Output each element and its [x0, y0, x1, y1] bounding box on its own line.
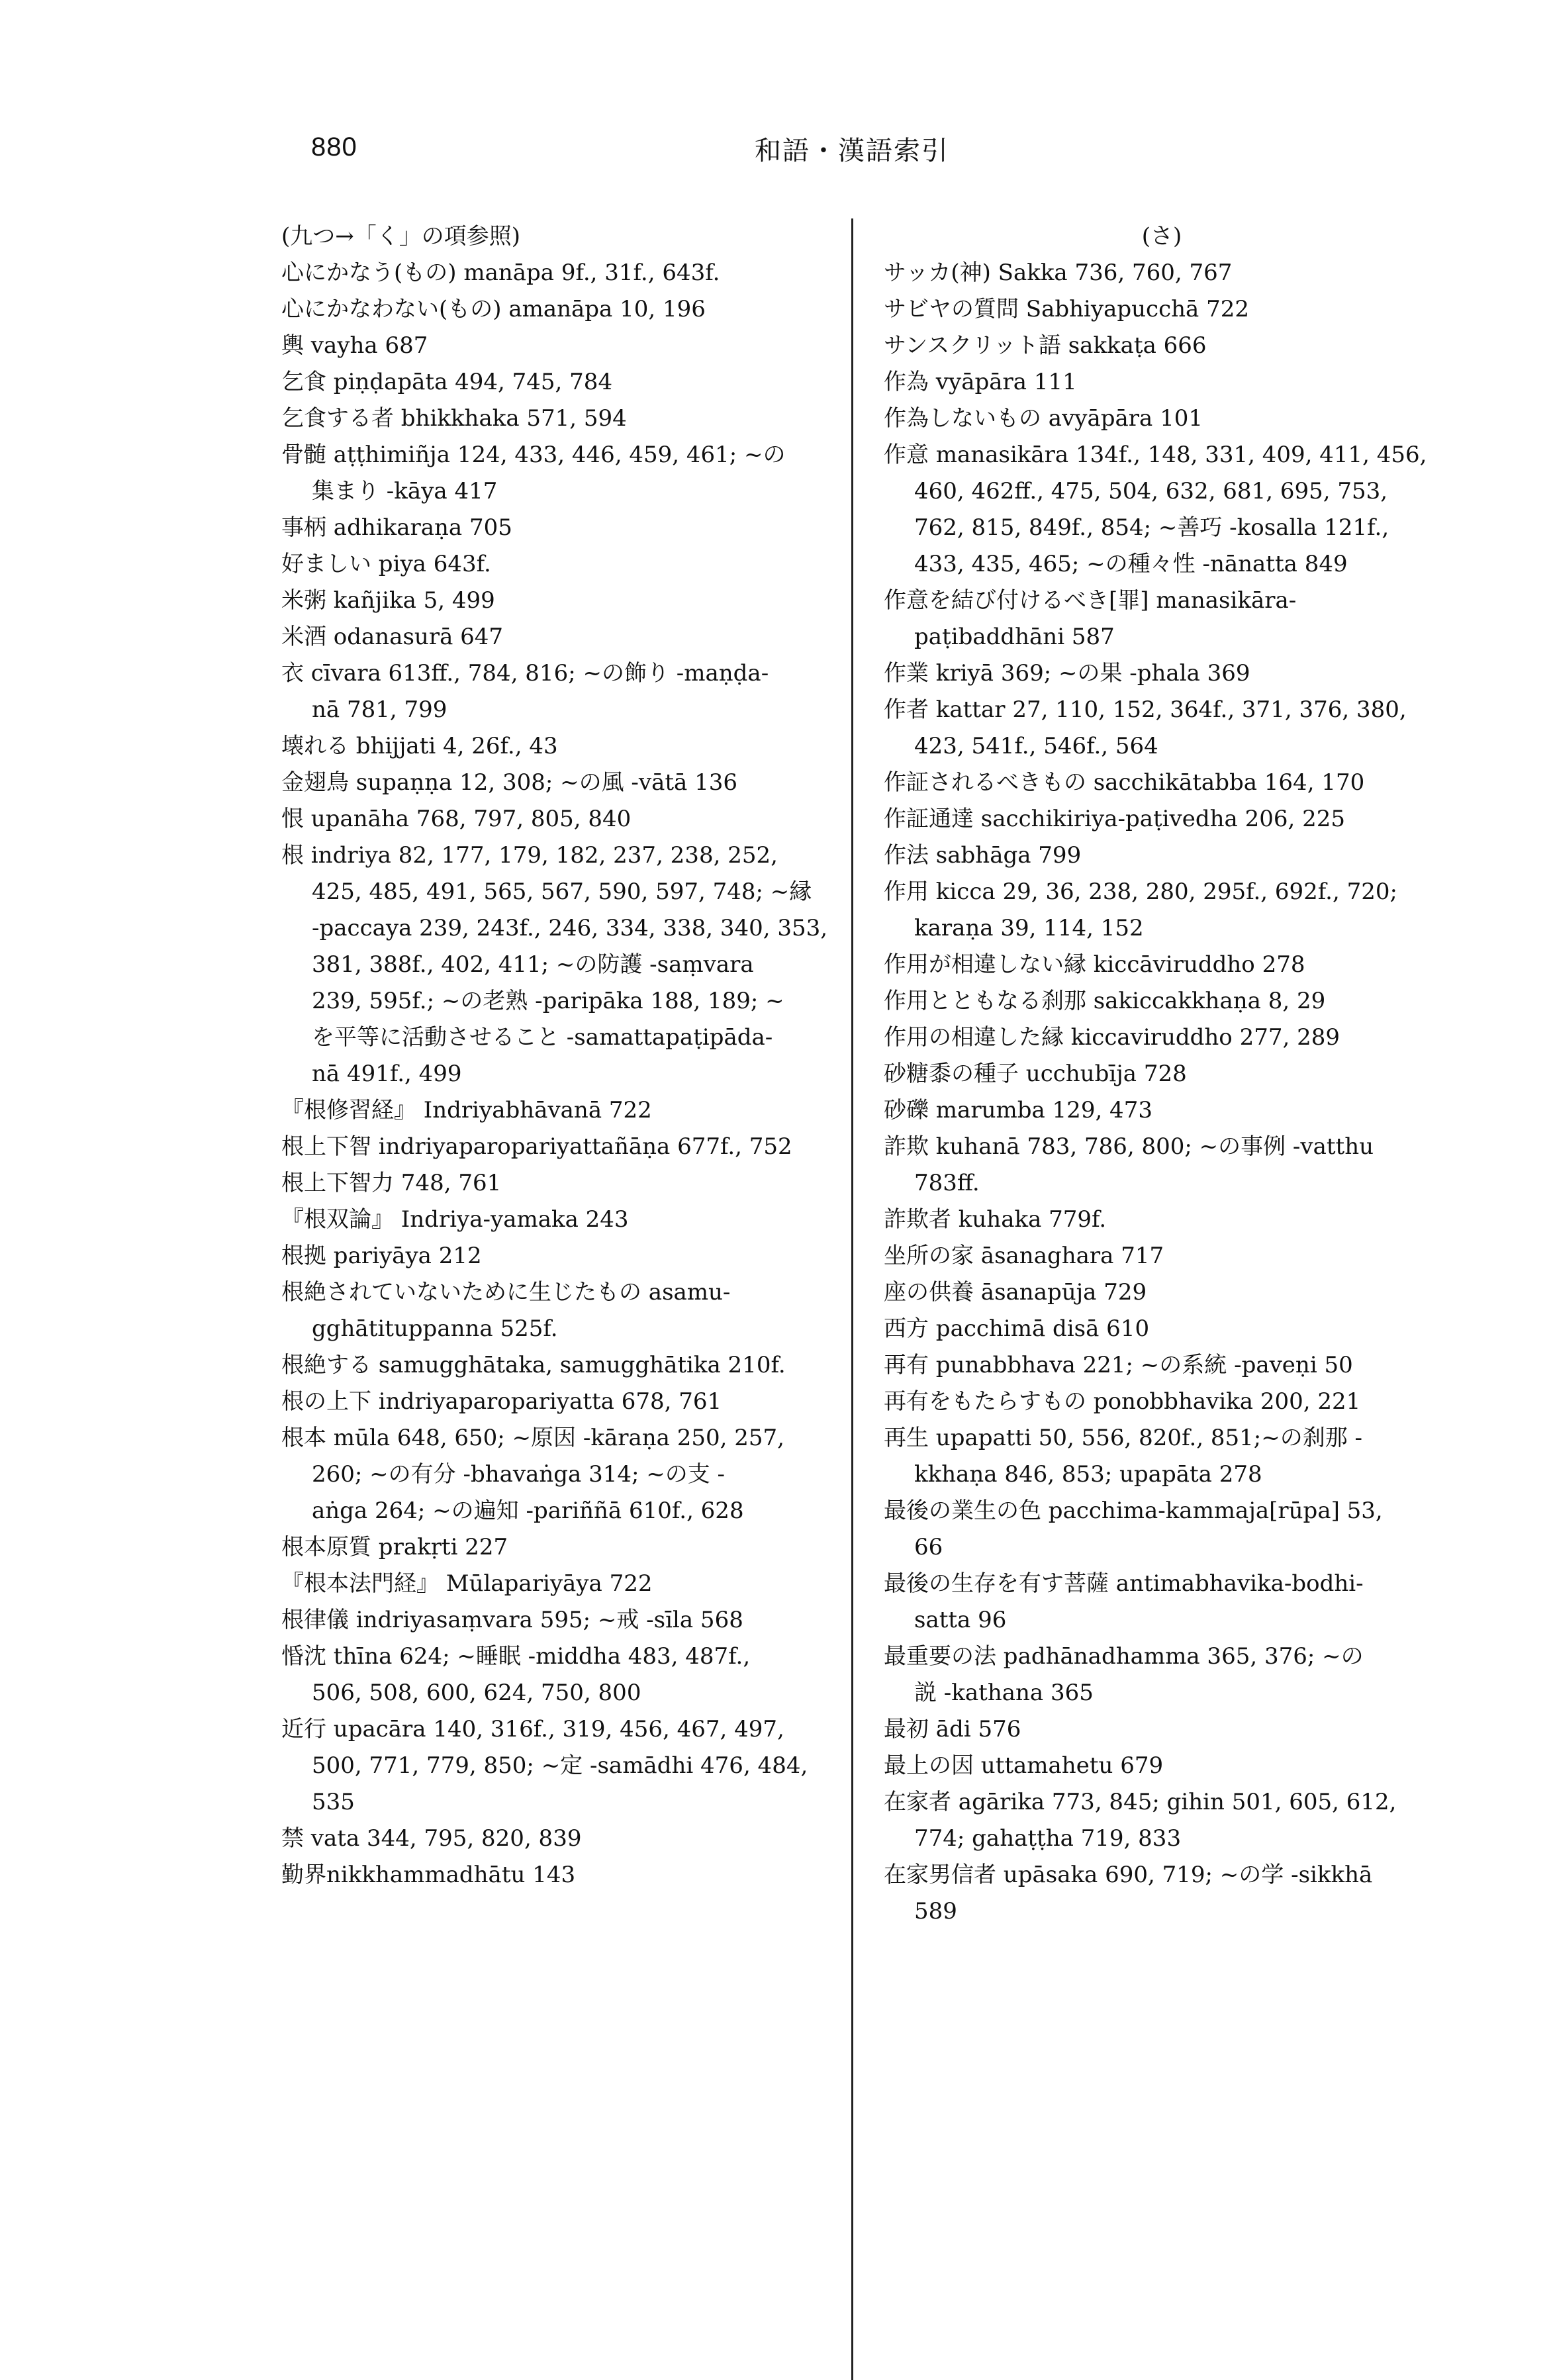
index-line-continuation: 381, 388f., 402, 411; ~の防護 -saṃvara — [312, 951, 754, 978]
index-line: 作為 vyāpāra 111 — [884, 369, 1077, 395]
index-line: 事柄 adhikaraṇa 705 — [281, 514, 512, 541]
index-line: 再生 upapatti 50, 556, 820f., 851;~の刹那 - — [884, 1425, 1362, 1451]
index-line: 作証されるべきもの sacchikātabba 164, 170 — [884, 769, 1365, 796]
index-line-continuation: 説 -kathana 365 — [914, 1680, 1094, 1706]
index-column-right — [884, 218, 1440, 1930]
index-line: 作者 kattar 27, 110, 152, 364f., 371, 376, 380, — [884, 696, 1407, 723]
index-line-continuation: nā 781, 799 — [312, 696, 447, 723]
index-line: 最後の業生の色 pacchima-kammaja[rūpa] 53, — [884, 1498, 1383, 1524]
index-line-continuation: paṭibaddhāni 587 — [914, 624, 1115, 650]
index-line: 金翅鳥 supaṇṇa 12, 308; ~の風 -vātā 136 — [281, 769, 737, 796]
index-line: (九つ→「く」の項参照) — [281, 223, 521, 250]
index-line: 根本原質 prakṛti 227 — [281, 1534, 508, 1560]
index-line: 作用の相違した縁 kiccaviruddho 277, 289 — [884, 1024, 1340, 1051]
index-line: 乞食する者 bhikkhaka 571, 594 — [281, 405, 627, 432]
index-line: 根本 mūla 648, 650; ~原因 -kāraṇa 250, 257, — [281, 1425, 784, 1451]
column-divider — [851, 218, 853, 2380]
index-line: 作用が相違しない縁 kiccāviruddho 278 — [884, 951, 1305, 978]
index-line: 最初 ādi 576 — [884, 1716, 1021, 1742]
index-line: 作意を結び付けるべき[罪] manasikāra- — [884, 587, 1297, 614]
index-line: 再有 punabbhava 221; ~の系統 -paveṇi 50 — [884, 1352, 1353, 1378]
index-line: 骨髄 aṭṭhimiñja 124, 433, 446, 459, 461; ~の — [281, 442, 786, 468]
index-column-left — [281, 218, 837, 1893]
index-line: 再有をもたらすもの ponobbhavika 200, 221 — [884, 1388, 1361, 1415]
index-line: 惛沈 thīna 624; ~睡眠 -middha 483, 487f., — [281, 1643, 751, 1670]
index-line: 『根双論』 Indriya-yamaka 243 — [281, 1206, 629, 1233]
index-line-continuation: 239, 595f.; ~の老熟 -paripāka 188, 189; ~ — [312, 988, 784, 1014]
index-line: 砂糖黍の種子 ucchubīja 728 — [884, 1061, 1187, 1087]
index-line: 作証通達 sacchikiriya-paṭivedha 206, 225 — [884, 806, 1345, 832]
index-line-continuation: を平等に活動させること -samattapaṭipāda- — [312, 1024, 773, 1051]
index-line-continuation: 774; gahaṭṭha 719, 833 — [914, 1825, 1182, 1852]
index-line: 衣 cīvara 613ff., 784, 816; ~の飾り -maṇḍa- — [281, 660, 769, 687]
index-line-continuation: 500, 771, 779, 850; ~定 -samādhi 476, 484, — [312, 1752, 808, 1779]
index-line: 坐所の家 āsanaghara 717 — [884, 1243, 1164, 1269]
running-title: 和語・漢語索引 — [755, 136, 949, 166]
index-line-continuation: 589 — [914, 1898, 957, 1925]
index-line: 根拠 pariyāya 212 — [281, 1243, 482, 1269]
index-line: 壊れる bhijjati 4, 26f., 43 — [281, 733, 558, 759]
index-line: 根絶する samugghātaka, samugghātika 210f. — [281, 1352, 786, 1378]
index-line: 近行 upacāra 140, 316f., 319, 456, 467, 497, — [281, 1716, 784, 1742]
index-line-continuation: aṅga 264; ~の遍知 -pariññā 610f., 628 — [312, 1498, 744, 1524]
index-line-continuation: gghātituppanna 525f. — [312, 1315, 558, 1342]
index-line-continuation: 433, 435, 465; ~の種々性 -nānatta 849 — [914, 551, 1348, 577]
index-line-continuation: nā 491f., 499 — [312, 1061, 462, 1087]
index-line: 詐欺者 kuhaka 779f. — [884, 1206, 1107, 1233]
index-line: 根絶されていないために生じたもの asamu- — [281, 1279, 731, 1306]
index-line: 根の上下 indriyaparopariyatta 678, 761 — [281, 1388, 722, 1415]
index-line: 米粥 kañjika 5, 499 — [281, 587, 495, 614]
index-line: 座の供養 āsanapūja 729 — [884, 1279, 1147, 1306]
index-line: 作用 kicca 29, 36, 238, 280, 295f., 692f., 720; — [884, 879, 1397, 905]
index-line: 乞食 piṇḍapāta 494, 745, 784 — [281, 369, 613, 395]
index-line-continuation: karaṇa 39, 114, 152 — [914, 915, 1144, 941]
index-line-continuation: 506, 508, 600, 624, 750, 800 — [312, 1680, 641, 1706]
index-line: サビヤの質問 Sabhiyapucchā 722 — [884, 296, 1250, 322]
index-line-continuation: -paccaya 239, 243f., 246, 334, 338, 340, 353, — [312, 915, 828, 941]
index-line: 根律儀 indriyasaṃvara 595; ~戒 -sīla 568 — [281, 1607, 743, 1633]
index-line: 作為しないもの avyāpāra 101 — [884, 405, 1203, 432]
index-line-continuation: 423, 541f., 546f., 564 — [914, 733, 1158, 759]
index-line: 最後の生存を有す菩薩 antimabhavika-bodhi- — [884, 1570, 1364, 1597]
section-heading: (さ) — [1141, 223, 1182, 250]
index-line-continuation: satta 96 — [914, 1607, 1007, 1633]
index-line: 根上下智力 748, 761 — [281, 1170, 502, 1196]
index-line-continuation: 762, 815, 849f., 854; ~善巧 -kosalla 121f., — [914, 514, 1389, 541]
index-line: サッカ(神) Sakka 736, 760, 767 — [884, 260, 1233, 286]
index-line: 作業 kriyā 369; ~の果 -phala 369 — [884, 660, 1250, 687]
index-line: 『根本法門経』 Mūlapariyāya 722 — [281, 1570, 653, 1597]
index-line: 在家者 agārika 773, 845; gihin 501, 605, 612, — [884, 1789, 1397, 1815]
index-line-continuation: 260; ~の有分 -bhavaṅga 314; ~の支 - — [312, 1461, 726, 1488]
index-line: 輿 vayha 687 — [281, 332, 428, 359]
index-line: 砂礫 marumba 129, 473 — [884, 1097, 1152, 1123]
index-line-continuation: 535 — [312, 1789, 355, 1815]
index-line-continuation: kkhaṇa 846, 853; upapāta 278 — [914, 1461, 1262, 1488]
page-number: 880 — [311, 132, 357, 162]
index-line: 西方 pacchimā disā 610 — [884, 1315, 1150, 1342]
index-line: 心にかなう(もの) manāpa 9f., 31f., 643f. — [281, 260, 720, 286]
index-line-continuation: 460, 462ff., 475, 504, 632, 681, 695, 753, — [914, 478, 1388, 504]
index-line: 最上の因 uttamahetu 679 — [884, 1752, 1164, 1779]
index-line: 在家男信者 upāsaka 690, 719; ~の学 -sikkhā — [884, 1862, 1373, 1888]
index-line: 根上下智 indriyaparopariyattañāṇa 677f., 752 — [281, 1133, 792, 1160]
index-line: 作法 sabhāga 799 — [884, 842, 1082, 869]
index-line-continuation: 425, 485, 491, 565, 567, 590, 597, 748; ~縁 — [312, 879, 812, 905]
index-line: 作用とともなる刹那 sakiccakkhaṇa 8, 29 — [884, 988, 1326, 1014]
index-line-continuation: 66 — [914, 1534, 943, 1560]
index-line: サンスクリット語 sakkaṭa 666 — [884, 332, 1207, 359]
index-line-continuation: 集まり -kāya 417 — [312, 478, 498, 504]
index-line: 恨 upanāha 768, 797, 805, 840 — [281, 806, 632, 832]
index-line: 詐欺 kuhanā 783, 786, 800; ~の事例 -vatthu — [884, 1133, 1374, 1160]
index-line: 『根修習経』 Indriyabhāvanā 722 — [281, 1097, 652, 1123]
index-line: 最重要の法 padhānadhamma 365, 376; ~の — [884, 1643, 1364, 1670]
index-line: 勤界nikkhammadhātu 143 — [281, 1862, 576, 1888]
index-line: 好ましい piya 643f. — [281, 551, 491, 577]
index-line: 根 indriya 82, 177, 179, 182, 237, 238, 252, — [281, 842, 778, 869]
index-line: 心にかなわない(もの) amanāpa 10, 196 — [281, 296, 706, 322]
index-line: 作意 manasikāra 134f., 148, 331, 409, 411, 456, — [884, 442, 1427, 468]
index-line-continuation: 783ff. — [914, 1170, 980, 1196]
index-line: 禁 vata 344, 795, 820, 839 — [281, 1825, 582, 1852]
index-line: 米酒 odanasurā 647 — [281, 624, 504, 650]
